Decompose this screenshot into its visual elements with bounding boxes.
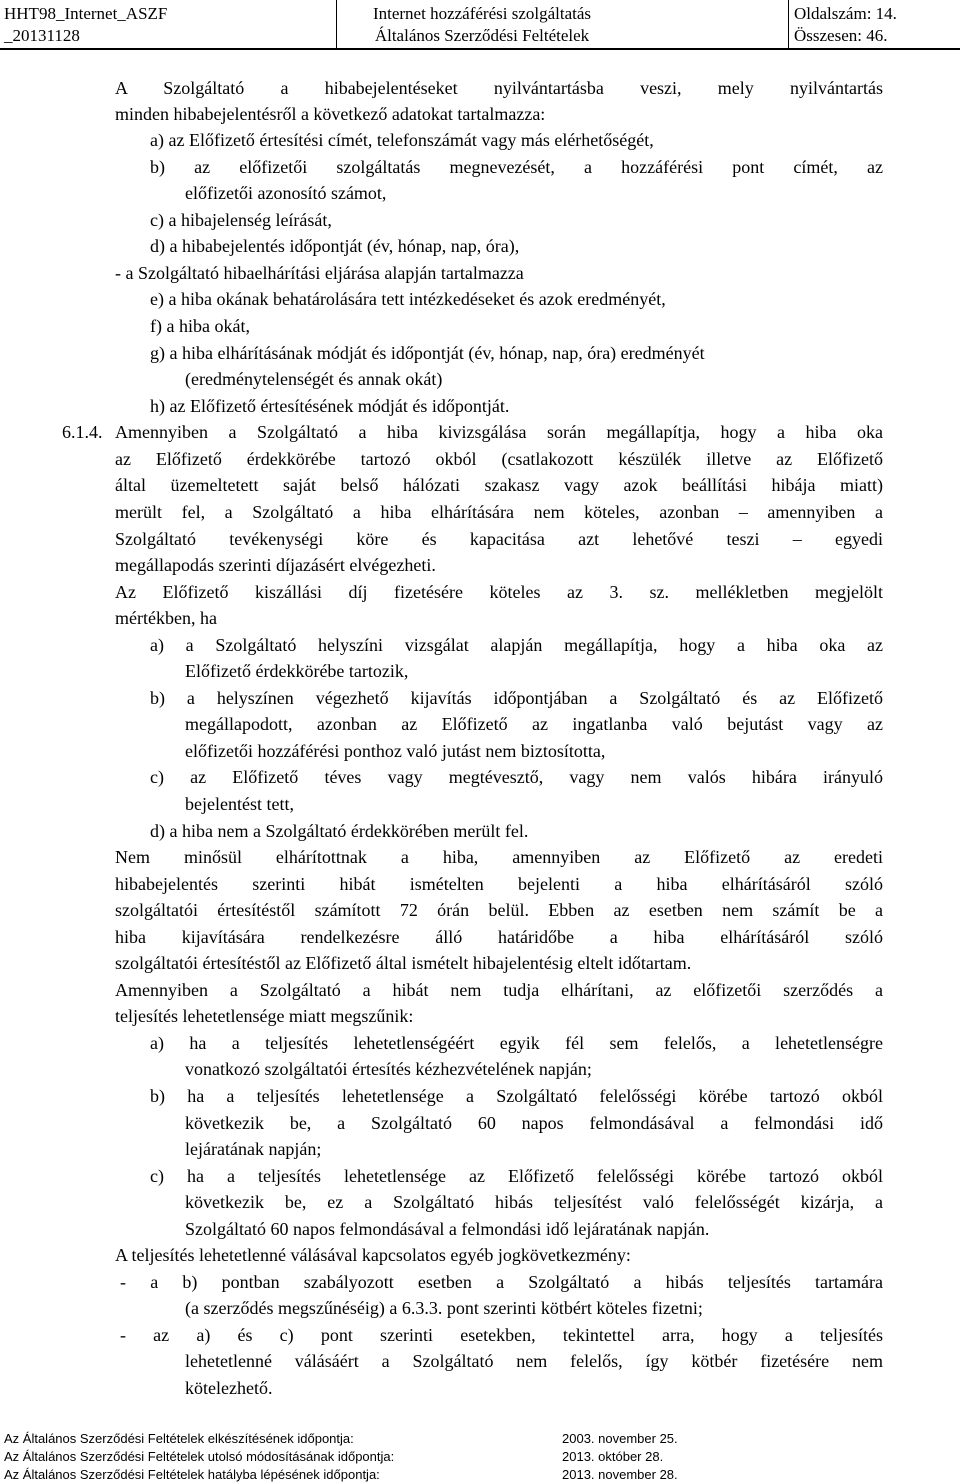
text-line: teljesítés lehetetlensége miatt megszűnik: [115, 1006, 414, 1026]
page-header [0, 0, 960, 49]
text-line: - a Szolgáltató hibaelhárítási eljárása alapján tartalmazza [115, 263, 524, 283]
footer-date: 2003. november 25. [562, 1431, 678, 1446]
page-number: Oldalszám: 14. Összesen: 46. [794, 4, 897, 45]
list-item-b: b) az előfizetői szolgáltatás megnevezését, a hozzáférési pont címét, az [150, 157, 883, 177]
footer-date: 2013. november 28. [562, 1467, 678, 1482]
text-line: (a szerződés megszűnéséig) a 6.3.3. pont szerinti kötbért köteles fizetni; [185, 1298, 703, 1318]
footer-date: 2013. október 28. [562, 1449, 664, 1464]
list-item-h: h) az Előfizető értesítésének módját és időpontját. [150, 396, 510, 416]
list-item-e: e) a hiba okának behatárolására tett intézkedéseket és azok eredményét, [150, 289, 666, 309]
header-divider [336, 0, 337, 48]
text-line: Szolgáltató tevékenységi köre és kapacitása azt lehetővé teszi – egyedi [115, 529, 883, 549]
text-line: A teljesítés lehetetlenné válásával kapcsolatos egyéb jogkövetkezmény: [115, 1245, 631, 1265]
list-item-f: f) a hiba okát, [150, 316, 250, 336]
text-line: hibabejelentés szerinti hibát ismételten bejelenti a hiba elhárításáról szóló [115, 874, 883, 894]
list-item-a: a) az Előfizető értesítési címét, telefonszámát vagy más elérhetőségét, [150, 130, 654, 150]
list-item-a: a) a Szolgáltató helyszíni vizsgálat alapján megállapítja, hogy a hiba oka az [150, 635, 883, 655]
text-line: következik be, ez a Szolgáltató hibás teljesítést való felelősségét kizárja, a [185, 1192, 883, 1212]
list-item-g: g) a hiba elhárításának módját és időpontját (év, hónap, nap, óra) eredményét [150, 343, 705, 363]
list-item-a: a) ha a teljesítés lehetetlenségéért egyik fél sem felelős, a lehetetlenségre [150, 1033, 883, 1053]
text-line: lejáratának napján; [185, 1139, 322, 1159]
text-line: Szolgáltató 60 napos felmondásával a felmondási idő lejáratának napján. [185, 1219, 710, 1239]
text-line: által üzemeltetett saját belső hálózati szakasz vagy azok beállítási hibája miatt) [115, 475, 883, 495]
text-line: Amennyiben a Szolgáltató a hiba kivizsgálása során megállapítja, hogy a hiba oka [115, 422, 883, 442]
bullet-item: - az a) és c) pont szerinti esetekben, tekintettel arra, hogy a teljesítés [120, 1325, 883, 1345]
text-line: megállapodás szerinti díjazásért elvégezheti. [115, 555, 436, 575]
text-line: Az Előfizető kiszállási díj fizetésére köteles az 3. sz. mellékletben megjelölt [115, 582, 883, 602]
text-line: lehetetlenné válásáért a Szolgáltató nem felelős, így kötbér fizetésére nem [185, 1351, 883, 1371]
text-line: az Előfizető érdekkörébe tartozó okból (csatlakozott készülék illetve az Előfizető [115, 449, 883, 469]
list-item-d: d) a hibabejelentés időpontját (év, hónap, nap, óra), [150, 236, 520, 256]
section-number: 6.1.4. [62, 422, 103, 442]
footer-label: Az Általános Szerződési Feltételek elkészítésének időpontja: [4, 1431, 354, 1446]
text-line: vonatkozó szolgáltatói értesítés kézhezvételének napján; [185, 1059, 592, 1079]
text-line: megállapodott, azonban az Előfizető az ingatlanba való bejutást vagy az [185, 714, 883, 734]
text-line: Amennyiben a Szolgáltató a hibát nem tudja elhárítani, az előfizetői szerződés a [115, 980, 883, 1000]
text-line: hiba kijavítására rendelkezésre álló határidőbe a hiba elhárításáról szóló [115, 927, 883, 947]
list-item-c: c) az Előfizető téves vagy megtévesztő, vagy nem valós hibára irányuló [150, 767, 883, 787]
header-rule [0, 48, 960, 50]
text-line: kötelezhető. [185, 1378, 273, 1398]
text-line: minden hibabejelentésről a következő adatokat tartalmazza: [115, 104, 546, 124]
footer-label: Az Általános Szerződési Feltételek hatályba lépésének időpontja: [4, 1467, 380, 1482]
text-line: mértékben, ha [115, 608, 217, 628]
text-line: bejelentést tett, [185, 794, 294, 814]
text-line: szolgáltatói értesítéstől az Előfizető által ismételt hibajelentésig eltelt időtartam. [115, 953, 692, 973]
page-footer [0, 1428, 960, 1484]
text-line: előfizetői hozzáférési ponthoz való jutást nem biztosította, [185, 741, 606, 761]
text-line: Előfizető érdekkörébe tartozik, [185, 661, 409, 681]
list-item-c: c) a hibajelenség leírását, [150, 210, 332, 230]
text-line: következik be, a Szolgáltató 60 napos felmondásával a felmondási idő [185, 1113, 883, 1133]
text-line: merült fel, a Szolgáltató a hiba elhárítására nem köteles, azonban – amennyiben a [115, 502, 883, 522]
document-code: HHT98_Internet_ASZF _20131128 [4, 4, 168, 45]
list-item-b: b) a helyszínen végezhető kijavítás időpontjában a Szolgáltató és az Előfizető [150, 688, 883, 708]
text-line: A Szolgáltató a hibabejelentéseket nyilvántartásba veszi, mely nyilvántartás [115, 78, 883, 98]
footer-label: Az Általános Szerződési Feltételek utolsó módosításának időpontja: [4, 1449, 395, 1464]
text-line: szolgáltatói értesítéstől számított 72 órán belül. Ebben az esetben nem számít be a [115, 900, 883, 920]
document-title: Internet hozzáférési szolgáltatás Általános Szerződési Feltételek [372, 4, 592, 45]
text-line: előfizetői azonosító számot, [185, 183, 387, 203]
bullet-item: - a b) pontban szabályozott esetben a Szolgáltató a hibás teljesítés tartamára [120, 1272, 883, 1292]
list-item-c: c) ha a teljesítés lehetetlensége az Előfizető felelősségi körébe tartozó okból [150, 1166, 883, 1186]
text-line: Nem minősül elhárítottnak a hiba, amennyiben az Előfizető az eredeti [115, 847, 883, 867]
list-item-d: d) a hiba nem a Szolgáltató érdekkörében merült fel. [150, 821, 529, 841]
list-item-b: b) ha a teljesítés lehetetlensége a Szolgáltató felelősségi körébe tartozó okból [150, 1086, 883, 1106]
header-divider [788, 0, 789, 48]
text-line: (eredménytelenségét és annak okát) [185, 369, 443, 389]
